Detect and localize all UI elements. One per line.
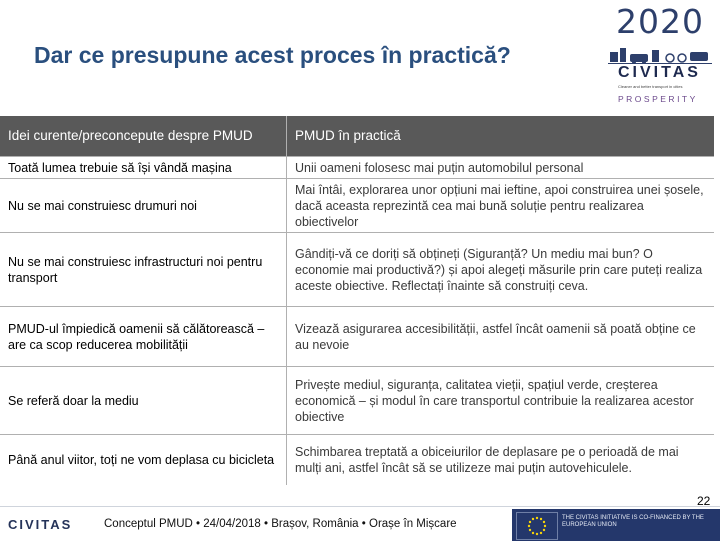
table-header-row	[0, 116, 714, 157]
table-row	[0, 307, 714, 367]
practice-cell: Privește mediul, siguranța, calitatea vieții, spațiul verde, creșterea economică – și modul în care transportul contribuie la realizarea acestor obiective	[287, 367, 715, 435]
practice-cell: Schimbarea treptată a obiceiurilor de deplasare pe o perioadă de mai mulți ani, astfel încât să se utilizeze mai puțin autovehiculele.	[287, 435, 715, 485]
table-row	[0, 367, 714, 435]
practice-cell: Gândiți-vă ce doriți să obțineți (Siguranță? Un mediu mai bun? O economie mai productivă?) și apoi alegeți măsurile prin care puteți realiza aceste obiective. Reflectați înainte să construiți ceva.	[287, 233, 715, 307]
civitas-logo-text: CIVITAS	[618, 64, 701, 81]
eu-cofinance-text: THE CIVITAS INITIATIVE IS CO-FINANCED BY THE EUROPEAN UNION	[562, 515, 704, 528]
practice-cell: Unii oameni folosesc mai puțin automobilul personal	[287, 157, 715, 179]
preconception-cell: Toată lumea trebuie să își vândă mașina	[0, 157, 287, 179]
page-number: 22	[697, 494, 711, 508]
slide-footer	[0, 506, 720, 541]
logo-tagline: Cleaner and better transport in cities	[618, 84, 683, 89]
table-row	[0, 435, 714, 485]
slide-title: Dar ce presupune acest proces în practică?	[34, 42, 511, 68]
preconception-cell: Nu se mai construiesc drumuri noi	[0, 179, 287, 233]
table-row	[0, 157, 714, 179]
table-row	[0, 179, 714, 233]
prosperity-logo-text: PROSPERITY	[618, 94, 698, 104]
practice-cell: Vizează asigurarea accesibilității, astfel încât oamenii să poată obține ce au nevoie	[287, 307, 715, 367]
preconception-cell: Nu se mai construiesc infrastructuri noi pentru transport	[0, 233, 287, 307]
header-preconceptions: Idei curente/preconcepute despre PMUD	[0, 116, 287, 157]
civitas-prosperity-logo	[604, 2, 716, 106]
footer-text: Conceptul PMUD • 24/04/2018 • Brașov, România • Orașe în Mișcare	[104, 518, 457, 530]
header-in-practice: PMUD în practică	[287, 116, 715, 157]
comparison-table	[0, 116, 714, 485]
table-row	[0, 233, 714, 307]
preconception-cell: Până anul viitor, toți ne vom deplasa cu bicicleta	[0, 435, 287, 485]
footer-civitas-logo: CIVITAS	[8, 517, 73, 532]
logo-year: 2020	[616, 2, 704, 41]
eu-cofinanced-banner	[512, 509, 720, 541]
practice-cell: Mai întâi, explorarea unor opțiuni mai ieftine, apoi construirea unei șosele, dacă aceasta reprezintă cea mai bună soluție pentru realizarea obiectivelor	[287, 179, 715, 233]
eu-flag-icon	[516, 512, 558, 540]
preconception-cell: Se referă doar la mediu	[0, 367, 287, 435]
city-skyline-icon	[608, 42, 712, 64]
preconception-cell: PMUD-ul împiedică oamenii să călătorească – are ca scop reducerea mobilității	[0, 307, 287, 367]
